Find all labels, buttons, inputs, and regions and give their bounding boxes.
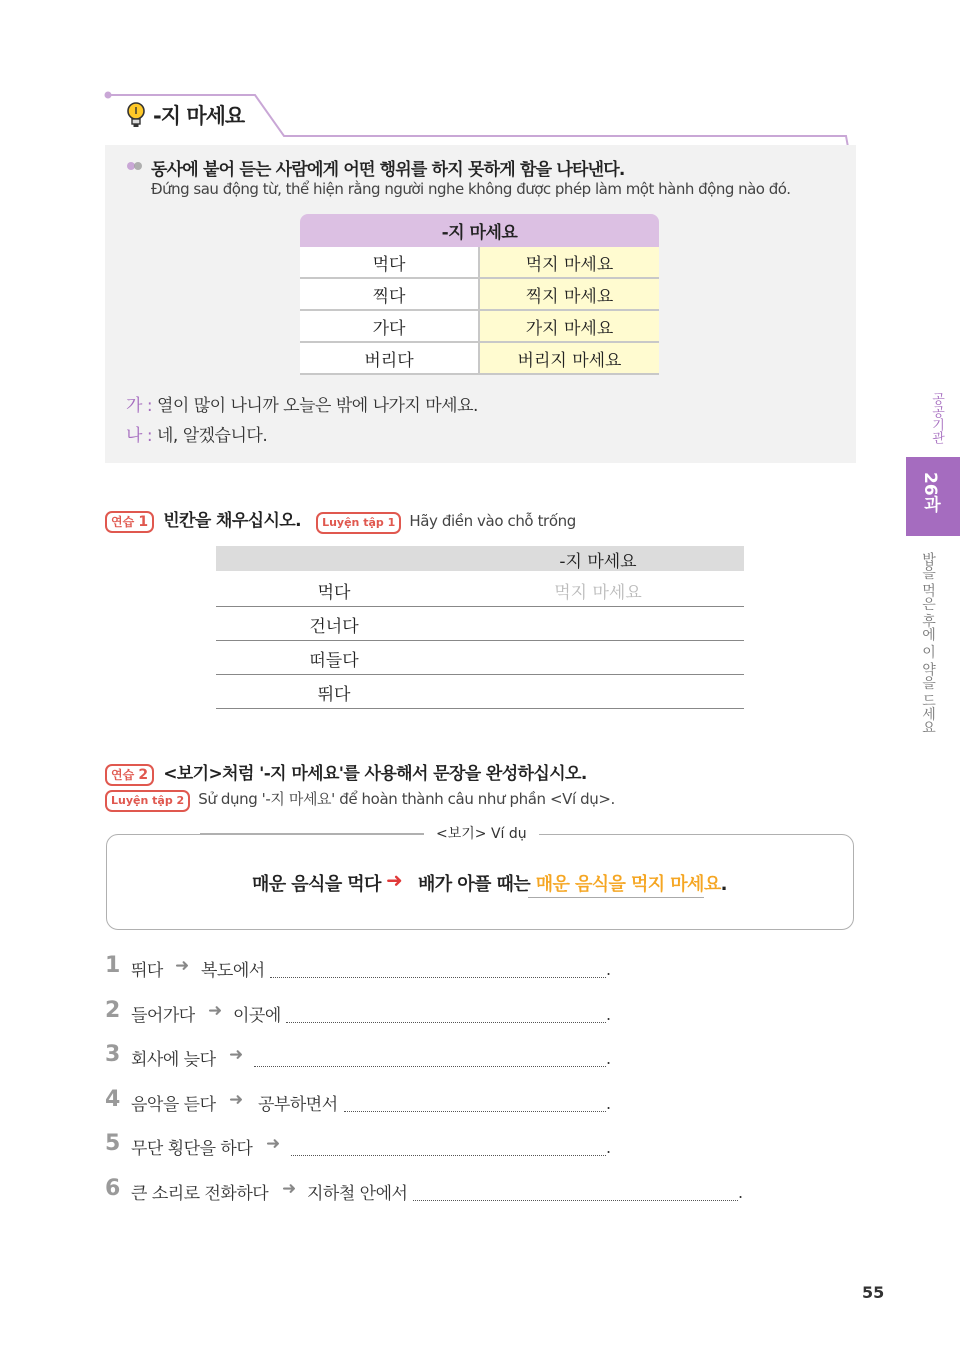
exercise1-answer: 먹지 마세요 xyxy=(554,583,642,603)
item-context: 지하철 안에서 xyxy=(307,1184,408,1204)
grammar-title: -지 마세요 xyxy=(153,104,245,128)
example-sentence xyxy=(418,870,727,896)
table-cell-base: 가다 xyxy=(300,310,479,342)
item-period: . xyxy=(606,1138,612,1157)
arrow-right-icon: ➜ xyxy=(208,1001,223,1021)
item-verb: 무단 횡단을 하다 xyxy=(131,1139,253,1159)
table-cell-base: 버리다 xyxy=(300,342,479,374)
arrow-right-icon: ➜ xyxy=(229,1090,244,1110)
item-verb: 들어가다 xyxy=(131,1006,195,1026)
exercise2-title: <보기>처럼 '-지 마세요'를 사용해서 문장을 완성하십시오. xyxy=(163,764,587,784)
exercise1-heading xyxy=(105,506,576,534)
dialogue-speaker: 가 xyxy=(126,396,142,416)
table-row xyxy=(300,247,659,278)
grammar-description-vi: Đứng sau động từ, thể hiện rằng người nghe không được phép làm một hành động nào đó. xyxy=(151,180,791,198)
item-number: 1 xyxy=(105,953,121,978)
dialogue-speaker: 나 xyxy=(126,426,142,446)
arrow-right-icon: ➜ xyxy=(266,1134,281,1154)
answer-blank[interactable] xyxy=(254,1065,606,1067)
answer-blank[interactable] xyxy=(291,1154,606,1156)
item-context: 복도에서 xyxy=(201,961,265,981)
dialogue-line: 가 : 열이 많이 나니까 오늘은 밖에 나가지 마세요. xyxy=(126,396,478,416)
answer-blank[interactable] xyxy=(286,1021,606,1023)
example-lead: 배가 아플 때는 xyxy=(418,874,531,895)
table-cell-base: 먹다 xyxy=(300,247,479,278)
exercise1-column-header: -지 마세요 xyxy=(559,552,637,572)
conjugation-table xyxy=(300,214,659,375)
item-context: 공부하면서 xyxy=(258,1095,338,1115)
exercise1-base: 건너다 xyxy=(309,617,359,637)
example-period: . xyxy=(720,874,727,895)
dialogue-text: 네, 알겠습니다. xyxy=(156,426,268,446)
bullet-dots-icon xyxy=(126,161,144,171)
page-number: 55 xyxy=(862,1283,885,1302)
item-verb: 큰 소리로 전화하다 xyxy=(131,1184,269,1204)
arrow-right-icon: ➜ xyxy=(386,868,403,892)
dialogue-text: 열이 많이 나니까 오늘은 밖에 나가지 마세요. xyxy=(156,396,478,416)
exercise1-vi-title: Hãy điền vào chỗ trống xyxy=(409,512,576,530)
table-cell-base: 찍다 xyxy=(300,278,479,310)
exercise1-vi-badge: Luyện tập 1 xyxy=(316,512,401,534)
conjugation-table-header: -지 마세요 xyxy=(300,214,659,247)
dialogue-line: 나 : 네, 알겠습니다. xyxy=(126,426,268,446)
arrow-right-icon: ➜ xyxy=(175,956,190,976)
item-number: 5 xyxy=(105,1131,121,1156)
arrow-right-icon: ➜ xyxy=(282,1179,297,1199)
item-period: . xyxy=(606,1049,612,1068)
exercise2-badge: 연습 2 xyxy=(105,764,154,786)
exercise2-vi-badge: Luyện tập 2 xyxy=(105,790,190,812)
side-lesson-number: 26과 xyxy=(920,472,940,513)
example-prompt: 매운 음식을 먹다 xyxy=(252,874,381,895)
item-period: . xyxy=(606,1094,612,1113)
table-row xyxy=(300,310,659,342)
side-section-label: 공공기관 xyxy=(929,392,944,444)
exercise1-title: 빈칸을 채우십시오. xyxy=(163,511,301,531)
exercise1-base: 뛰다 xyxy=(317,685,351,705)
exercise1-badge: 연습 1 xyxy=(105,511,154,533)
table-cell-result: 가지 마세요 xyxy=(479,310,659,342)
exercise2-vi-title: Sử dụng '-지 마세요' để hoàn thành câu như phần <Ví dụ>. xyxy=(198,790,615,808)
table-row xyxy=(300,278,659,310)
answer-blank[interactable] xyxy=(270,976,606,978)
item-number: 4 xyxy=(105,1087,121,1112)
example-answer: 매운 음식을 먹지 마세요 xyxy=(535,874,721,895)
item-number: 3 xyxy=(105,1042,121,1067)
answer-blank[interactable] xyxy=(413,1199,738,1201)
item-verb: 음악을 듣다 xyxy=(131,1095,216,1115)
item-number: 6 xyxy=(105,1176,121,1201)
table-cell-result: 버리지 마세요 xyxy=(479,342,659,374)
item-verb: 뛰다 xyxy=(131,961,163,981)
lightbulb-icon xyxy=(124,100,148,130)
table-cell-result: 찍지 마세요 xyxy=(479,278,659,310)
exercise1-base: 먹다 xyxy=(317,583,351,603)
item-period: . xyxy=(606,1005,612,1024)
item-verb: 회사에 늦다 xyxy=(131,1050,216,1070)
table-row xyxy=(300,342,659,374)
item-context: 이곳에 xyxy=(233,1006,281,1026)
arrow-right-icon: ➜ xyxy=(229,1045,244,1065)
item-number: 2 xyxy=(105,998,121,1023)
grammar-description-ko: 동사에 붙어 듣는 사람에게 어떤 행위를 하지 못하게 함을 나타낸다. xyxy=(151,160,625,180)
example-label: <보기> Ví dụ xyxy=(424,823,539,843)
answer-blank[interactable] xyxy=(344,1110,606,1112)
example-answer-underline xyxy=(528,897,704,898)
item-period: . xyxy=(738,1183,744,1202)
exercise2-vi-heading xyxy=(105,788,615,812)
example-box-divider xyxy=(200,833,424,834)
exercise2-heading xyxy=(105,759,587,786)
item-period: . xyxy=(606,960,612,979)
side-lesson-title: 밥을 먹은 후에 이 약을 드세요 xyxy=(920,552,936,734)
table-cell-result: 먹지 마세요 xyxy=(479,247,659,278)
exercise1-base: 떠들다 xyxy=(309,651,359,671)
